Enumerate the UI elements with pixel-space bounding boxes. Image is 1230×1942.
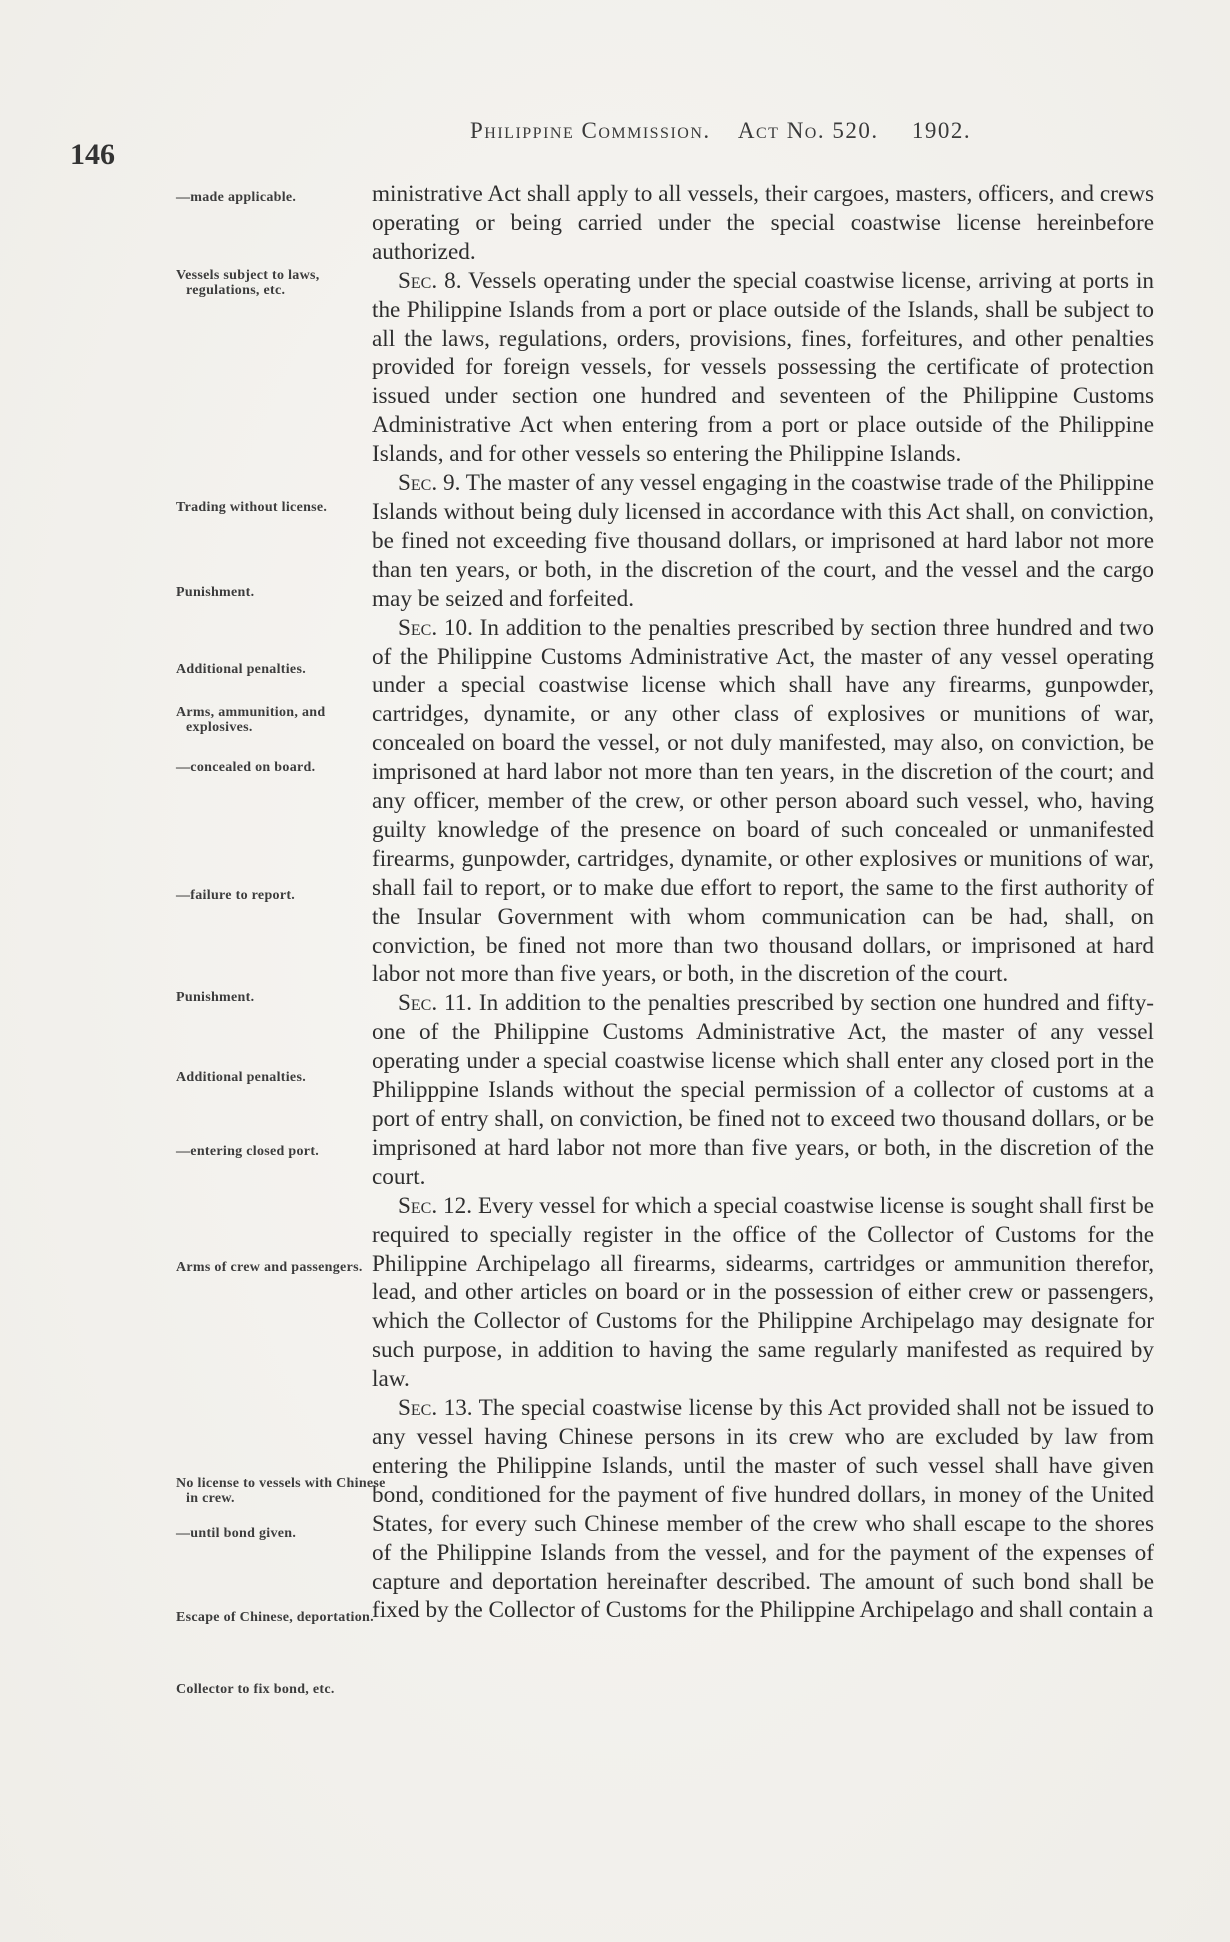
- section-label: Sec. 12.: [398, 1192, 473, 1219]
- section-11: [372, 989, 1154, 1191]
- paragraph-text: The master of any vessel engaging in the coastwise trade of the Philippine Islands without being duly licensed in accordance with this Act shall, on conviction, be fined not exceeding five thousand dollars, or imprisoned at hard labor not more than ten years, or both, in the discretion of the court, and the vessel and the cargo may be seized and forfeited.: [372, 470, 1154, 612]
- margin-note: —failure to report.: [176, 888, 296, 903]
- margin-note: Additional penalties.: [176, 1070, 306, 1085]
- section-label: Sec. 10.: [398, 614, 473, 641]
- margin-note: —entering closed port.: [176, 1144, 320, 1159]
- act-number: Act No. 520.: [737, 118, 879, 143]
- margin-note: Vessels subject to laws, regulations, etc.: [176, 268, 320, 298]
- margin-note: Additional penalties.: [176, 662, 306, 677]
- margin-note: Escape of Chinese, deportation.: [176, 1610, 374, 1625]
- running-head: [470, 118, 1090, 144]
- margin-note: Punishment.: [176, 585, 255, 600]
- section-label: Sec. 11.: [398, 990, 473, 1017]
- paragraph-text: Every vessel for which a special coastwise license is sought shall first be required to specially register in the office of the Collector of Customs for the Philippine Archipelago all firearms, sidearms, cartridges or ammunition therefor, lead, and other articles on board or in the possession of either crew or passengers, which the Collector of Customs for the Philippine Archipelago may designate for such purpose, in addition to having the same regularly manifested as required by law.: [372, 1192, 1155, 1393]
- margin-note: Punishment.: [176, 990, 255, 1005]
- paragraph: [372, 180, 1154, 267]
- margin-note: —until bond given.: [176, 1526, 297, 1541]
- paragraph-text: Vessels operating under the special coastwise license, arriving at ports in the Philippine Islands from a port or place outside of the Islands, shall be subject to all the laws, regulations, orders, provisions, fines, forfeitures, and other penalties provided for foreign vessels, for vessels possessing the certificate of protection issued under section one hundred and seventeen of the Philippine Customs Administrative Act when entering from a port or place outside of the Philippine Islands, and for other vessels so entering the Philippine Islands.: [372, 267, 1155, 468]
- section-8: [372, 267, 1154, 469]
- margin-note: Collector to fix bond, etc.: [176, 1682, 335, 1697]
- margin-note: No license to vessels with Chinese in crew.: [176, 1476, 386, 1506]
- margin-note: Trading without license.: [176, 500, 328, 515]
- section-label: Sec. 9.: [398, 470, 461, 497]
- section-12: [372, 1192, 1154, 1394]
- paragraph-text: In addition to the penalties prescribed by section one hundred and fifty-one of the Philippine Customs Administrative Act, the master of any vessel operating under a special coastwise license which shall enter any closed port in the Philipppine Islands without the special permission of a collector of customs at a port of entry shall, on conviction, be fined not to exceed two thousand dollars, or be imprisoned at hard labor not more than five years, or both, in the discretion of the court.: [372, 990, 1155, 1190]
- margin-note: —made applicable.: [176, 190, 297, 205]
- publication-title: Philippine Commission.: [470, 118, 711, 143]
- paragraph-text: ministrative Act shall apply to all vessels, their cargoes, masters, officers, and crews operating or being carried under the special coastwise license hereinbefore authorized.: [372, 181, 1154, 265]
- section-13: [372, 1394, 1154, 1625]
- margin-note: Arms of crew and passengers.: [176, 1260, 363, 1275]
- paragraph-text: In addition to the penalties prescribed by section three hundred and two of the Philippine Customs Administrative Act, the master of any vessel operating under a special coastwise license which shall have any firearms, gunpowder, cartridges, dynamite, or any other class of explosives or munitions of war, concealed on board the vessel, or not duly manifested, may also, on conviction, be imprisoned at hard labor not more than ten years, in the discretion of the court; and any officer, member of the crew, or other person aboard such vessel, who, having guilty knowledge of the presence on board of such concealed or unmanifested firearms, gunpowder, cartridges, dynamite, or other explosives or munitions of war, shall fail to report, or to make due effort to report, the same to the first authority of the Insular Government with whom communication can be had, shall, on conviction, be fined not more than two thousand dollars, or imprisoned at hard labor not more than five years, or both, in the discretion of the court.: [372, 614, 1155, 988]
- year: 1902.: [911, 118, 972, 143]
- body-text: [372, 180, 1154, 1625]
- page-number: 146: [70, 138, 115, 171]
- section-10: [372, 614, 1154, 990]
- section-label: Sec. 13.: [398, 1395, 473, 1422]
- section-9: [372, 469, 1154, 614]
- margin-note: —concealed on board.: [176, 760, 316, 775]
- paragraph-text: The special coastwise license by this Act provided shall not be issued to any vessel having Chinese persons in its crew who are excluded by law from entering the Philippine Islands, until the master of such vessel shall have given bond, conditioned for the payment of five hundred dollars, in money of the United States, for every such Chinese member of the crew who shall escape to the shores of the Philippine Islands from the vessel, and for the payment of the expenses of capture and deportation hereinafter described. The amount of such bond shall be fixed by the Collector of Customs for the Philippine Archipelago and shall contain a: [372, 1395, 1154, 1624]
- margin-note: Arms, ammunition, and explosives.: [176, 705, 326, 735]
- section-label: Sec. 8.: [398, 267, 462, 294]
